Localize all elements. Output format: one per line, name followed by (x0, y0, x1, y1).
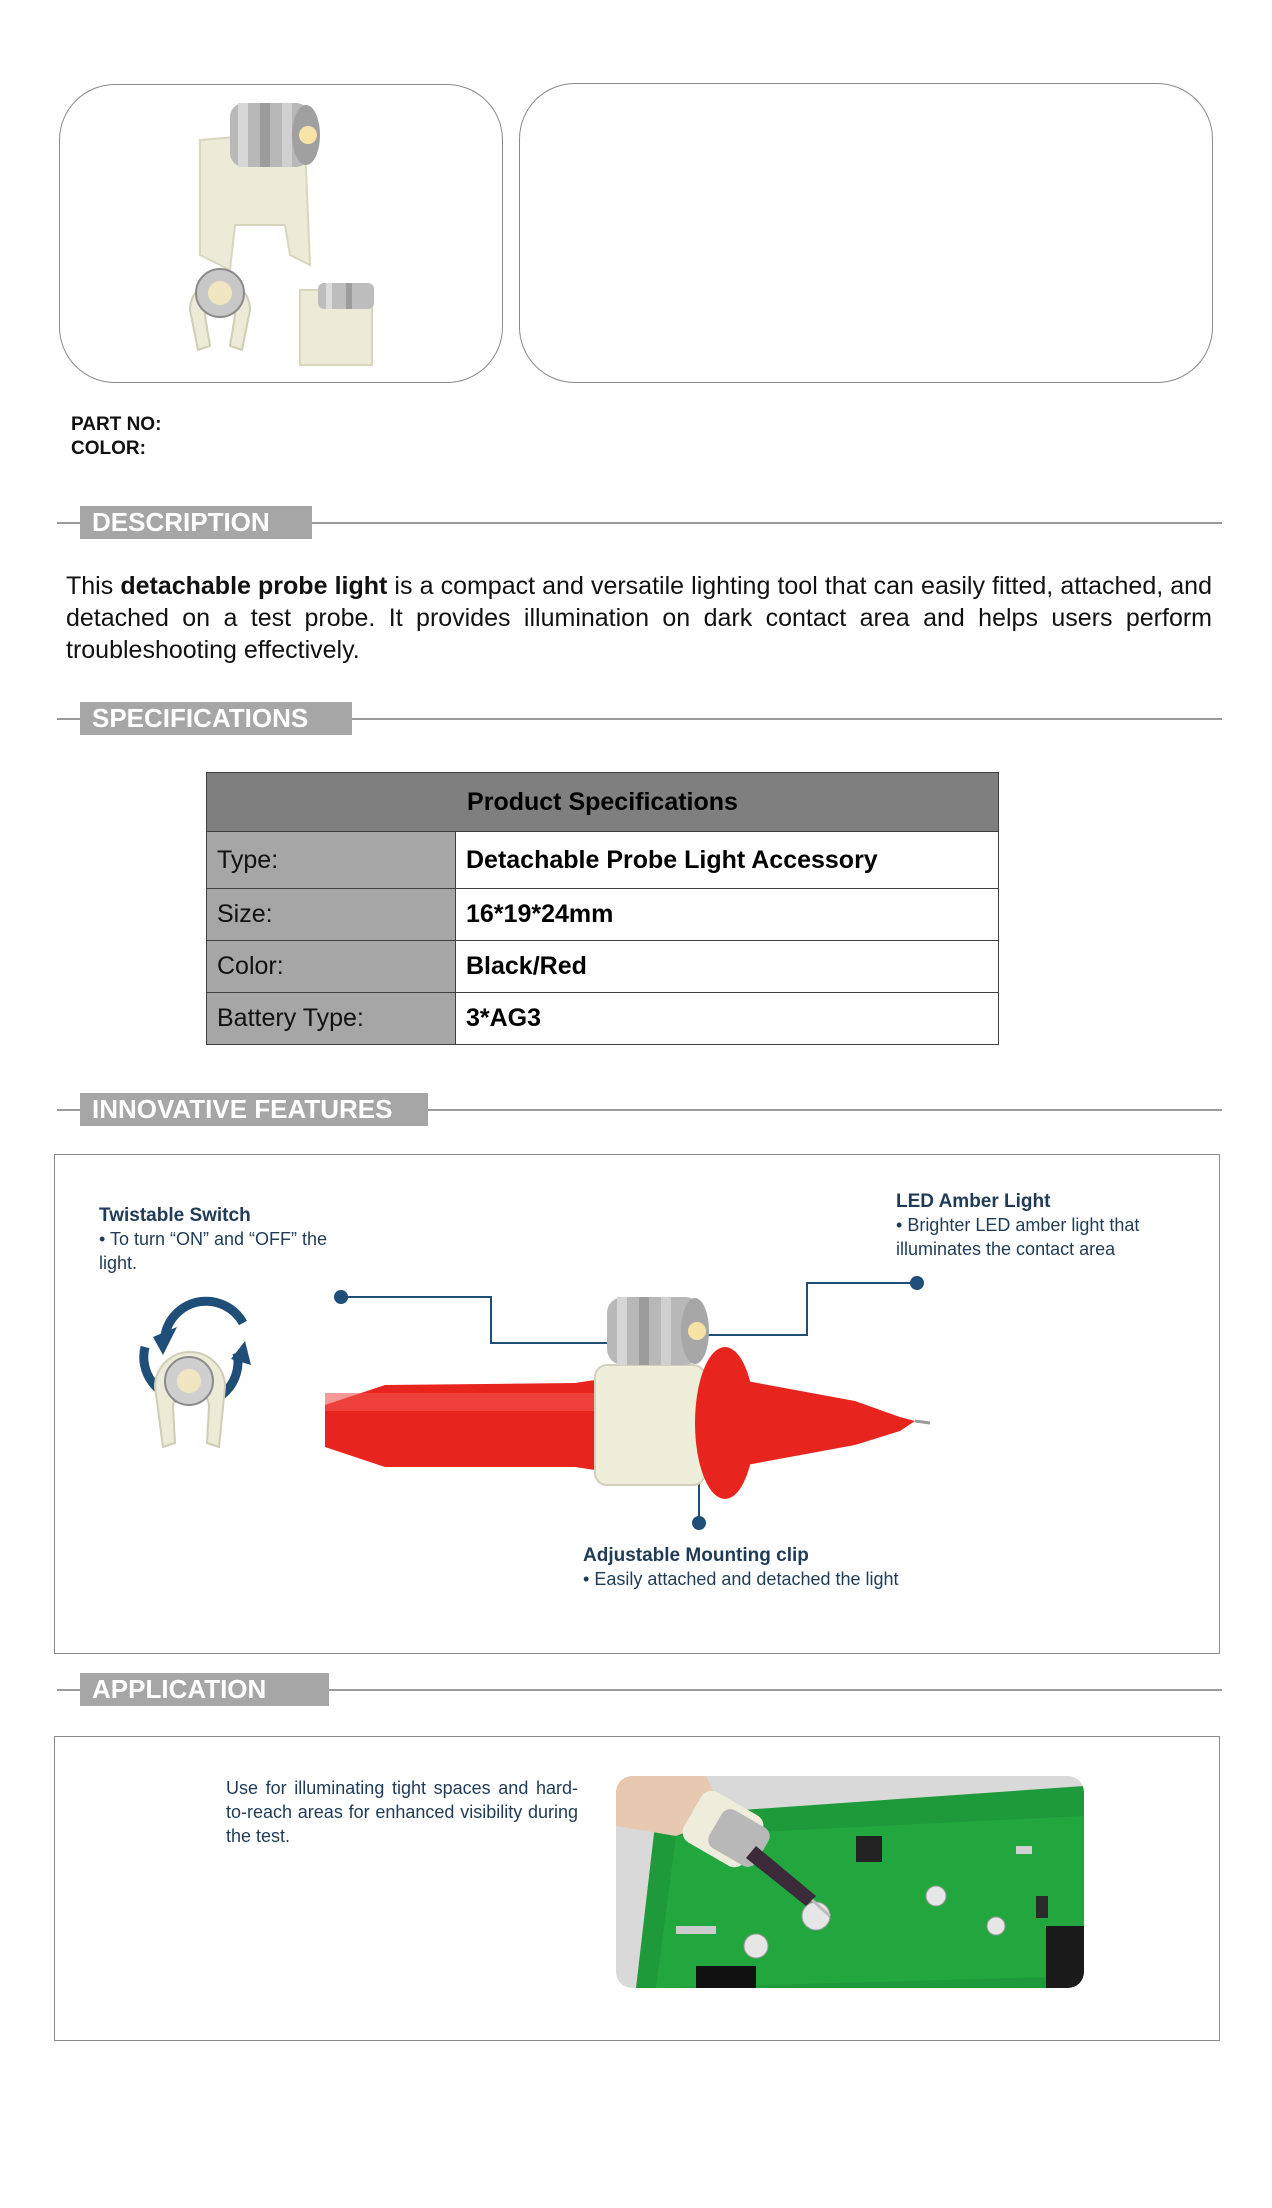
spec-label: Size: (207, 889, 456, 941)
specifications-heading: SPECIFICATIONS (80, 702, 352, 735)
spec-value: 3*AG3 (456, 993, 999, 1045)
mounting-clip-desc: • Easily attached and detached the light (583, 1569, 899, 1589)
spec-label: Type: (207, 832, 456, 889)
twistable-switch-desc: • To turn “ON” and “OFF” the light. (99, 1229, 328, 1273)
application-text: Use for illuminating tight spaces and hard-to-reach areas for enhanced visibility during the test. (226, 1778, 578, 1846)
table-row (207, 832, 999, 889)
description-text: This detachable probe light is a compact and versatile lighting tool that can easily fitted, attached, and detached on a test probe. It provides illumination on dark contact area and helps users perform troubleshooting effectively. (66, 572, 1212, 664)
spec-value: Detachable Probe Light Accessory (456, 832, 999, 889)
led-light-title: LED Amber Light (896, 1191, 1051, 1212)
description-heading: DESCRIPTION (80, 506, 312, 539)
table-row (207, 889, 999, 941)
led-light-desc: • Brighter LED amber light that illuminates the contact area (896, 1215, 1140, 1259)
product-photo-box (59, 84, 503, 383)
table-row (207, 993, 999, 1045)
product-name: detachable probe light (120, 572, 388, 600)
spec-table-header (207, 773, 999, 832)
spec-label: Color: (207, 941, 456, 993)
bullet-icon: • (99, 1229, 110, 1249)
bullet-icon: • (583, 1569, 595, 1589)
features-heading: INNOVATIVE FEATURES (80, 1093, 428, 1126)
table-row (207, 941, 999, 993)
part-no-label: PART NO: (71, 414, 162, 435)
twistable-switch-title: Twistable Switch (99, 1205, 251, 1226)
spec-table (206, 772, 999, 1045)
mounting-clip-title: Adjustable Mounting clip (583, 1545, 809, 1566)
color-label: COLOR: (71, 438, 146, 459)
spec-value: 16*19*24mm (456, 889, 999, 941)
product-info-box (519, 83, 1213, 383)
features-frame (54, 1154, 1220, 1654)
application-photo (616, 1776, 1084, 1988)
application-heading: APPLICATION (80, 1673, 329, 1706)
bullet-icon: • (896, 1215, 908, 1235)
spec-table-title: Product Specifications (207, 773, 999, 832)
spec-label: Battery Type: (207, 993, 456, 1045)
product-photo (60, 85, 500, 380)
spec-value: Black/Red (456, 941, 999, 993)
